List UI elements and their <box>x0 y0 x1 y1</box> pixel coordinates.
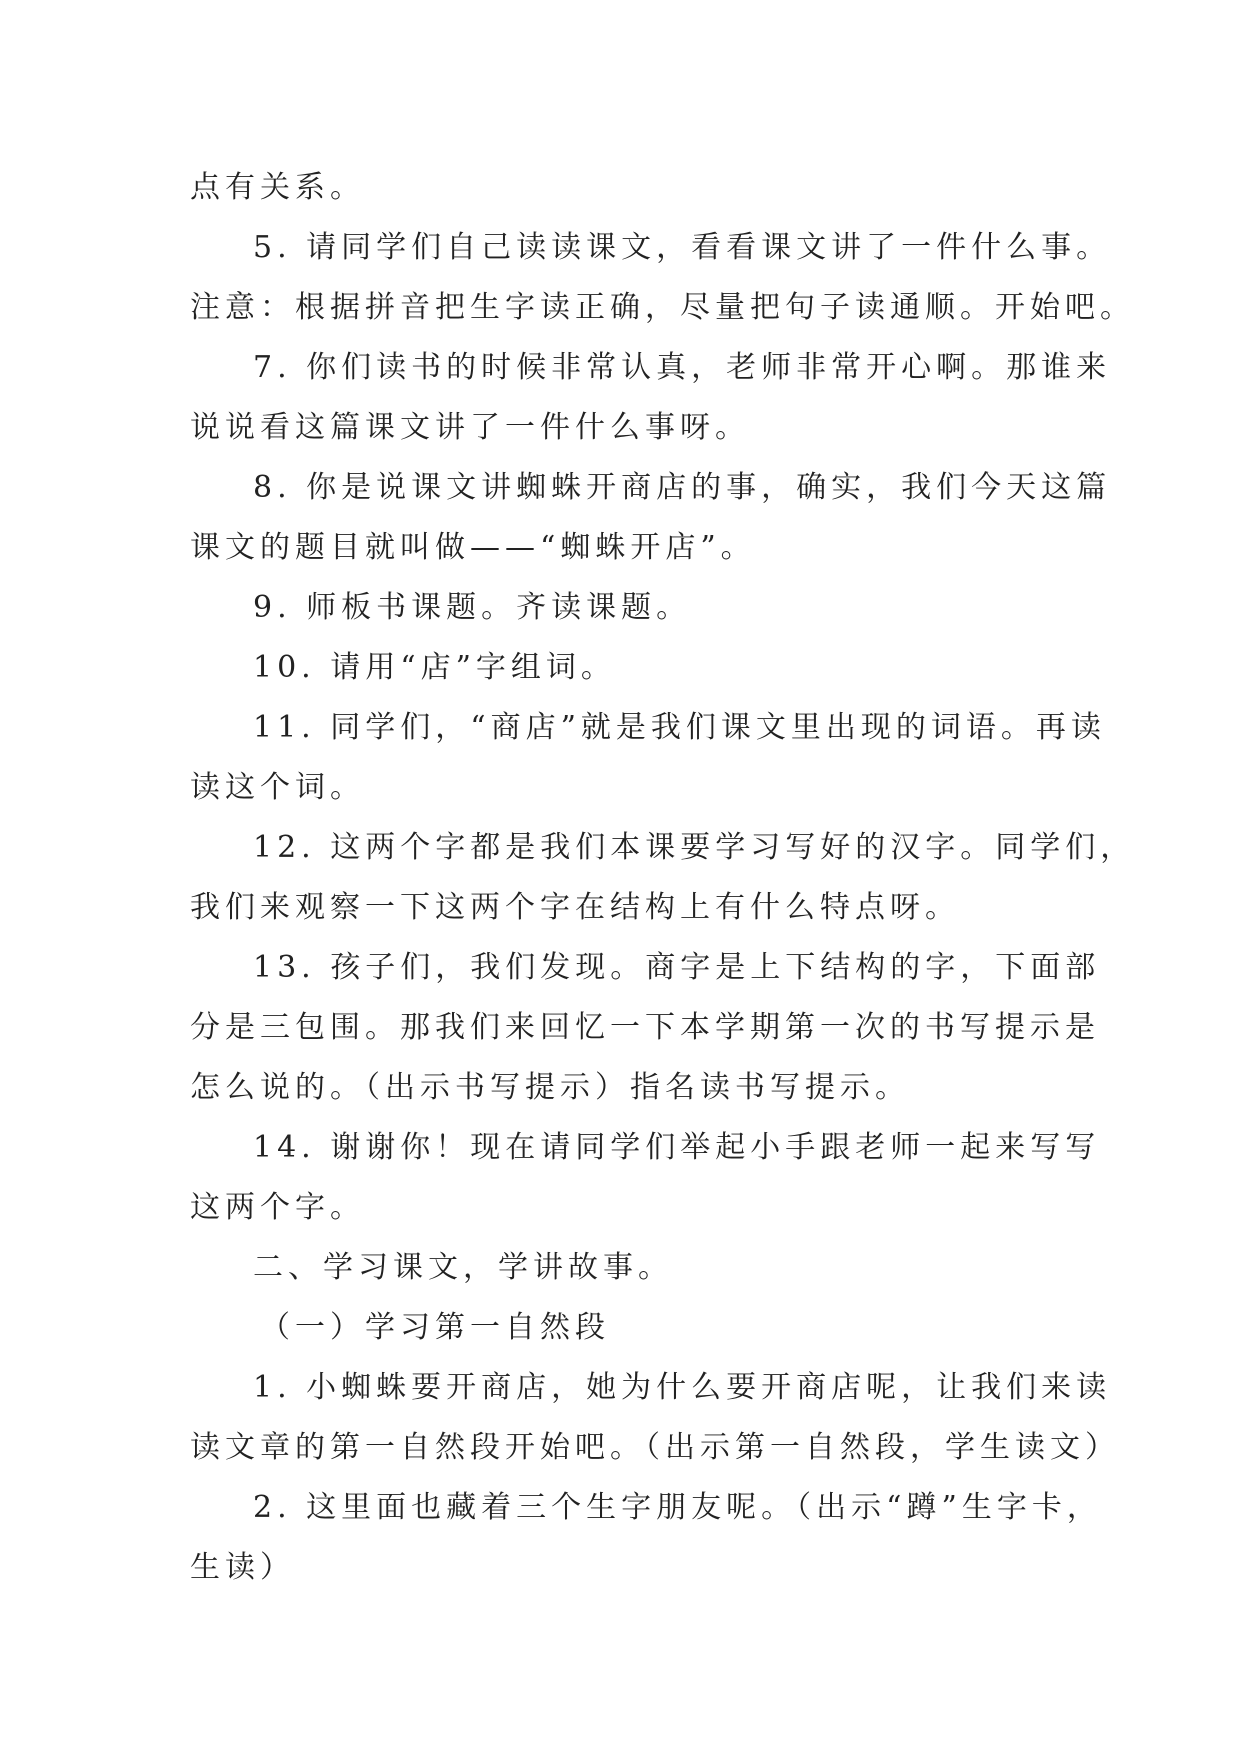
text-line: 7. 你们读书的时候非常认真，老师非常开心啊。那谁来 <box>253 350 1112 385</box>
text-line: 2. 这里面也藏着三个生字朋友呢。（出示“蹲”生字卡， <box>253 1490 1102 1525</box>
subsection-heading: （一）学习第一自然段 <box>260 1310 610 1345</box>
text-line: 课文的题目就叫做——“蜘蛛开店”。 <box>190 530 756 565</box>
text-line: 说说看这篇课文讲了一件什么事呀。 <box>190 410 750 445</box>
text-line: 9. 师板书课题。齐读课题。 <box>253 590 692 625</box>
text-line: 11. 同学们，“商店”就是我们课文里出现的词语。再读 <box>253 710 1106 745</box>
text-line: 读文章的第一自然段开始吧。（出示第一自然段，学生读文） <box>190 1430 1120 1465</box>
section-heading: 二、学习课文，学讲故事。 <box>253 1250 673 1285</box>
text-line: 这两个字。 <box>190 1190 365 1225</box>
text-line: 读这个词。 <box>190 770 365 805</box>
text-line: 我们来观察一下这两个字在结构上有什么特点呀。 <box>190 890 960 925</box>
text-line: 14. 谢谢你！现在请同学们举起小手跟老师一起来写写 <box>253 1130 1101 1165</box>
text-line: 生读） <box>190 1550 295 1585</box>
text-line: 10. 请用“店”字组词。 <box>253 650 616 685</box>
text-line: 点有关系。 <box>190 170 365 205</box>
text-line: 13. 孩子们，我们发现。商字是上下结构的字，下面部 <box>253 950 1101 985</box>
text-line: 12. 这两个字都是我们本课要学习写好的汉字。同学们， <box>253 830 1136 865</box>
document-body <box>190 158 1136 1598</box>
text-line: 注意：根据拼音把生字读正确，尽量把句子读通顺。开始吧。 <box>190 290 1135 325</box>
text-line: 8. 你是说课文讲蜘蛛开商店的事，确实，我们今天这篇 <box>253 470 1112 505</box>
text-line: 怎么说的。（出示书写提示）指名读书写提示。 <box>190 1070 910 1105</box>
text-line: 5. 请同学们自己读读课文，看看课文讲了一件什么事。 <box>253 230 1112 265</box>
text-line: 1. 小蜘蛛要开商店，她为什么要开商店呢，让我们来读 <box>253 1370 1112 1405</box>
text-line: 分是三包围。那我们来回忆一下本学期第一次的书写提示是 <box>190 1010 1100 1045</box>
